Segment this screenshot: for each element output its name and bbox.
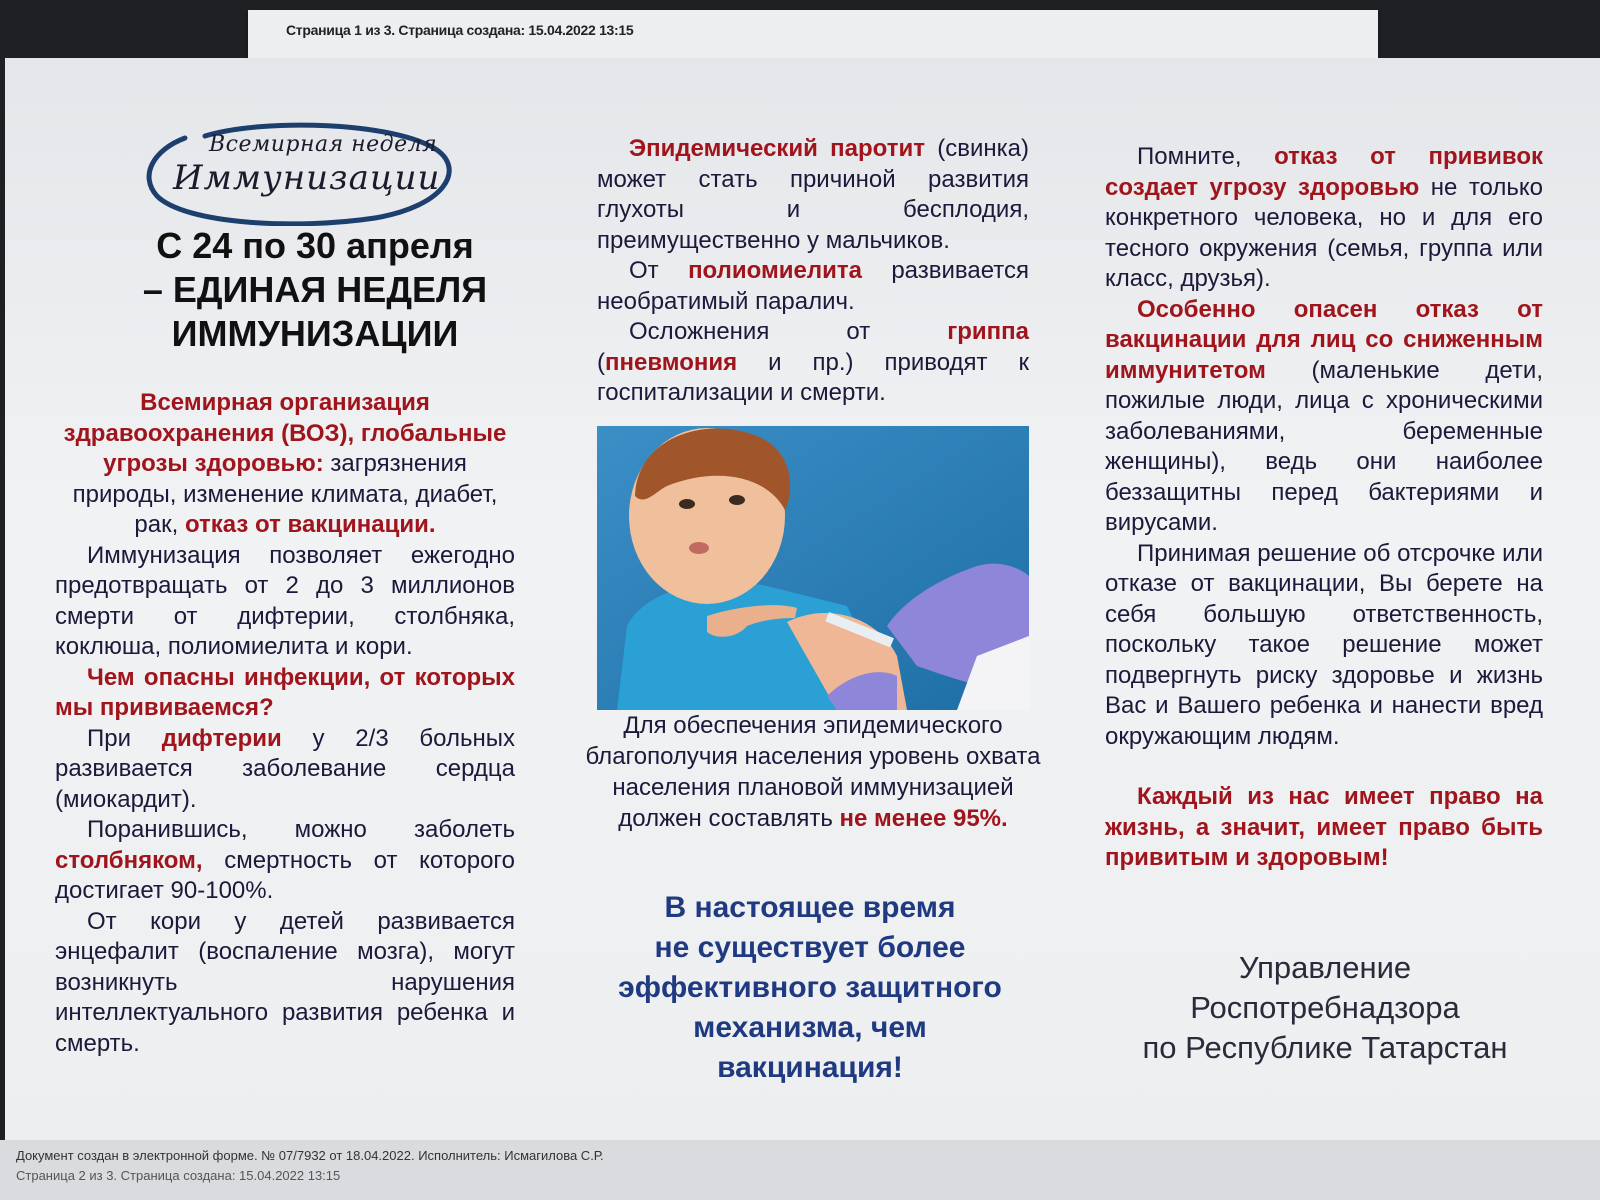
- callout-line3: эффективного защитного: [618, 971, 1002, 1004]
- danger-red: Особенно опасен отказ от вакцинации для лиц со сниженным иммунитетом: [1105, 295, 1543, 384]
- callout-line5: вакцинация!: [717, 1051, 903, 1084]
- callout-line4: механизма, чем: [693, 1011, 927, 1044]
- footer-line2: Страница 2 из 3. Страница создана: 15.04.2022 13:15: [16, 1168, 341, 1183]
- caption-red: не менее 95%.: [839, 805, 1008, 832]
- remember-pre: Помните,: [1137, 143, 1242, 170]
- signature-line1: Управление: [1238, 950, 1412, 985]
- flu-post: и пр.) приводят к госпитализации и смерти.: [597, 348, 1029, 406]
- footer-line1: Документ создан в электронной форме. № 07/7932 от 18.04.2022. Исполнитель: Исмагилова С.Р.: [16, 1148, 604, 1163]
- remember-paragraph: [1105, 142, 1543, 295]
- decision-paragraph: Принимая решение об отсрочке или отказе от вакцинации, Вы берете на себя большую ответственность, поскольку такое решение может подвергнуть риску здоровье и жизнь Вас и Вашего ребенка и нанести вред окружающим людям.: [1105, 539, 1543, 750]
- polio-pre: От: [629, 257, 659, 284]
- diphtheria-paragraph: [55, 724, 515, 816]
- leaflet-page: [5, 58, 1600, 1200]
- measles-paragraph: От кори у детей развивается энцефалит (воспаление мозга), могут возникнуть нарушения интеллектуального развития ребенка и смерть.: [55, 907, 515, 1057]
- danger-paragraph: [1105, 295, 1543, 539]
- right-to-health: Каждый из нас имеет право на жизнь, а значит, имеет право быть привитым и здоровым!: [1105, 783, 1543, 871]
- remember-post: не только конкретного человека, но и для его тесного окружения (семья, группа или класс, друзья).: [1105, 173, 1544, 292]
- headline-line1: С 24 по 30 апреля: [156, 225, 474, 266]
- callout-line2: не существует более: [654, 931, 966, 964]
- signature-block: [1105, 948, 1545, 1068]
- signature-line2: Роспотребнадзора: [1190, 990, 1460, 1025]
- child-vaccination-illustration: [597, 426, 1029, 710]
- who-red-text: Всемирная организация здравоохранения (ВОЗ), глобальные угрозы здоровью:: [63, 389, 507, 477]
- polio-paragraph: [597, 256, 1029, 317]
- logo-line2: Иммунизации: [173, 158, 441, 198]
- pneumonia-red: пневмония: [605, 348, 738, 376]
- who-paragraph: [55, 388, 515, 541]
- flu-red: гриппа: [947, 318, 1030, 345]
- flu-pre: Осложнения от: [629, 318, 871, 345]
- polio-red: полиомиелита: [688, 257, 862, 284]
- right-column: [1105, 142, 1543, 874]
- headline: [55, 224, 575, 356]
- document-footer: [0, 1140, 1600, 1200]
- tetanus-post: смертность от которого достигает 90-100%.: [55, 846, 516, 904]
- who-rest-text: загрязнения природы, изменение климата, диабет, рак,: [72, 450, 498, 538]
- signature-line3: по Республике Татарстан: [1142, 1030, 1508, 1065]
- tetanus-red: столбняком,: [55, 846, 203, 874]
- photo-caption: [585, 710, 1041, 834]
- polio-post: развивается необратимый паралич.: [597, 257, 1029, 315]
- tetanus-paragraph: [55, 815, 515, 907]
- headline-line3: ИММУНИЗАЦИИ: [171, 313, 459, 354]
- logo-line1: Всемирная неделя: [209, 132, 438, 157]
- mumps-red: Эпидемический паротит: [629, 135, 925, 162]
- flu-paren: (: [597, 348, 605, 376]
- danger-post: (маленькие дети, пожилые люди, лица с хроническими заболеваниями, беременные женщины), ведь они наиболее беззащитны перед бактериями и вирусами.: [1105, 356, 1543, 536]
- left-column: [55, 388, 515, 1059]
- immunization-paragraph: Иммунизация позволяет ежегодно предотвращать от 2 до 3 миллионов смерти от дифтерии, столбняка, коклюша, полиомиелита и кори.: [55, 541, 515, 660]
- who-red-text-2: отказ от вакцинации.: [184, 511, 436, 538]
- diphtheria-post: у 2/3 больных развивается заболевание сердца (миокардит).: [55, 724, 516, 813]
- caption-text: Для обеспечения эпидемического благополучия населения уровень охвата населения плановой иммунизацией должен составлять: [585, 712, 1041, 832]
- callout-line1: В настоящее время: [664, 891, 956, 924]
- remember-red: отказ от прививок создает угрозу здоровью: [1105, 143, 1544, 201]
- mumps-rest: (свинка) может стать причиной развития глухоты и бесплодия, преимущественно у мальчиков.: [597, 135, 1029, 254]
- mumps-paragraph: [597, 134, 1029, 256]
- immunization-week-logo: [145, 120, 465, 226]
- middle-column: [597, 134, 1029, 409]
- vaccination-photo: [597, 426, 1029, 710]
- headline-line2: – ЕДИНАЯ НЕДЕЛЯ: [142, 269, 488, 310]
- flu-paragraph: [597, 317, 1029, 409]
- diphtheria-pre: При: [87, 724, 132, 752]
- callout-text: [575, 888, 1045, 1088]
- page-info-text: Страница 1 из 3. Страница создана: 15.04.2022 13:15: [286, 22, 634, 38]
- infections-question: Чем опасны инфекции, от которых мы прививаемся?: [55, 663, 515, 721]
- diphtheria-red: дифтерии: [161, 724, 282, 752]
- tetanus-pre: Поранившись, можно заболеть: [87, 816, 515, 843]
